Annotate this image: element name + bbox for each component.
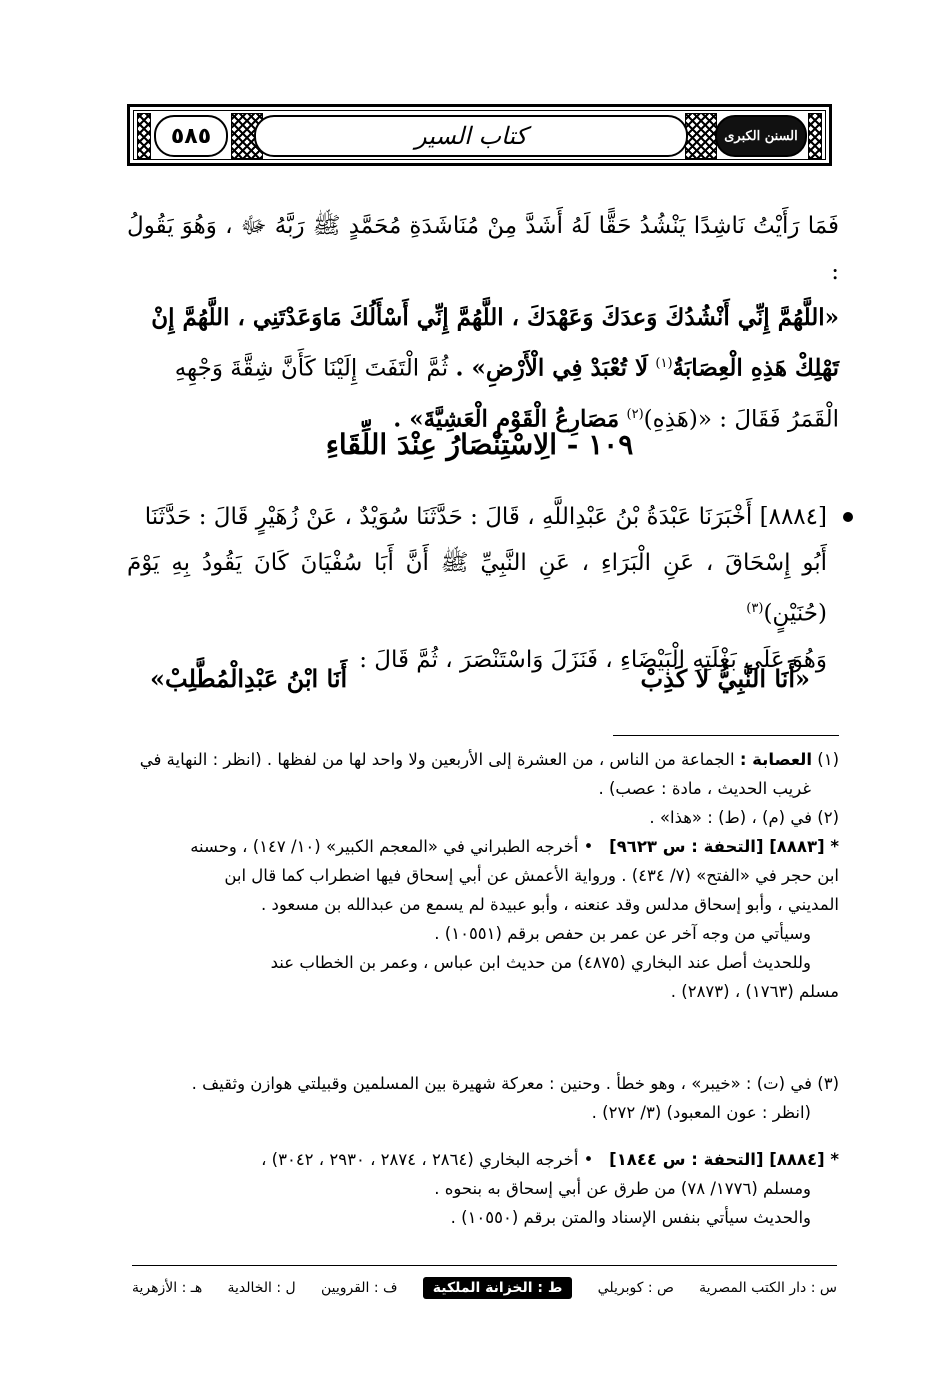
collection-logo: السنن الكبرى (715, 115, 807, 157)
footer-separator (132, 1265, 837, 1266)
takhrij-line: وسيأتي من وجه آخر عن عمر بن حفص برقم (١٠٥٥١) . (434, 924, 811, 943)
verse-hemistich-left: أَنَا ابْنُ عَبْدِالْمُطَّلِبْ» (150, 664, 348, 693)
manuscript-key (132, 1268, 837, 1308)
footnote-line: (انظر : عون المعبود) (٣/ ٢٧٢) . (591, 1103, 811, 1122)
takhrij-8883 (130, 832, 839, 1006)
quote-text: مَصَارِعُ الْقَوْمِ الْعَشِيَّةَ» . (393, 405, 620, 433)
book-title: كتاب السير (254, 115, 688, 157)
footnote-ref-2: (٢) (626, 406, 644, 422)
ornament-edge-left (137, 113, 151, 159)
main-paragraph-2 (127, 494, 827, 683)
footnote-3 (130, 1069, 839, 1127)
key-ha: هـ : الأزهرية (132, 1280, 203, 1296)
text-line: فَمَا رَأَيْتُ نَاشِدًا يَنْشُدُ حَقًّا لَهُ أَشَدَّ مِنْ مُنَاشَدَةِ مُحَمَّدٍ ﷺ رَبَّهُ ﷻ ، وَهُوَ يَقُولُ : (127, 213, 839, 285)
footnote-line: (٣) في (ت) : «خيبر» ، وهو خطأ . وحنين : معركة شهيرة بين المسلمين وقبيلتي هوازن وثقيف . (191, 1074, 839, 1093)
takhrij-line (130, 1145, 839, 1174)
takhrij-text: • أخرجه الطبراني في «المعجم الكبير» (١٠/ ١٤٧) ، وحسنه (190, 837, 594, 856)
key-fa: ف : القرويين (320, 1280, 398, 1296)
takhrij-text: • أخرجه البخاري (٢٨٦٤ ، ٢٨٧٤ ، ٢٩٣٠ ، ٣٠٤٢) ، (261, 1150, 594, 1169)
key-ta-highlight: ط : الخزانة الملكية (423, 1277, 573, 1299)
ornament-right (685, 113, 717, 159)
verse-hemistich-right: «أَنَا النَّبِيُّ لَا كَذِبْ (640, 664, 810, 693)
dua-text: تَهْلِكْ هَذِهِ الْعِصَابَةُ (672, 354, 839, 382)
footnote-2: (٢) في (م) ، (ط) : «هذا» . (649, 808, 839, 827)
key-sad: ص : كوبريلي (597, 1280, 674, 1296)
takhrij-ref: * [٨٨٨٤] [التحفة : س ١٨٤٤] (609, 1150, 839, 1169)
footnote-text: الجماعة من الناس ، من العشرة إلى الأربعين ولا واحد لها من لفظها . (انظر : النهاية في (139, 750, 735, 769)
page-header (127, 104, 832, 166)
footnote-term: العصابة : (739, 750, 812, 769)
narration-text: أَبُو إِسْحَاقَ ، عَنِ الْبَرَاءِ ، عَنِ النَّبِيِّ ﷺ أَنَّ أَبَا سُفْيَانَ كَانَ يَقُودُ بِهِ يَوْمَ (حُنَيْنٍ) (127, 550, 827, 627)
dua-text: لَا تُعْبَدْ فِي الْأَرْضِ» . (455, 354, 649, 382)
key-s: س : دار الكتب المصرية (699, 1280, 837, 1296)
takhrij-line: وللحديث أصل عند البخاري (٤٨٧٥) من حديث ابن عباس ، وعمر بن الخطاب عند (270, 953, 811, 972)
text-line: وَهُوَ عَلَى بَغْلَتِهِ الْبَيْضَاءِ ، فَنَزَلَ وَاسْتَنْصَرَ ، ثُمَّ قَالَ : (359, 646, 827, 673)
footnote-ref-3: (٣) (746, 601, 764, 616)
takhrij-line: ابن حجر في «الفتح» (٧/ ٤٣٤) . ورواية الأعمش عن أبي إسحاق فيها اضطراب كما قال ابن (224, 866, 839, 885)
takhrij-line: والحديث سيأتي بنفس الإسناد والمتن برقم (١٠٥٥٠) . (450, 1208, 811, 1227)
chapter-heading: ١٠٩ - الِاسْتِنْصَارُ عِنْدَ اللِّقَاءِ (325, 428, 634, 461)
poem-verse (150, 664, 810, 693)
dua-line: «اللَّهُمَّ إِنِّي أَنْشُدُكَ وَعدَكَ وَعَهْدَكَ ، اللَّهُمَّ إِنِّي أَسْأَلُكَ مَاوَعَدْتَنِي ، اللَّهُمَّ إِنْ (151, 304, 839, 331)
key-lam: ل : الخالدية (227, 1280, 296, 1296)
footnote-line: غريب الحديث ، مادة : عصب) . (598, 779, 811, 798)
bullet-icon (843, 512, 853, 522)
page-number: ٥٨٥ (154, 115, 228, 157)
main-paragraph-1 (127, 203, 839, 442)
narration-text: الْقَمَرُ فَقَالَ : «(هَذِهِ) (643, 406, 839, 433)
takhrij-line: ومسلم (١٧٧٦/ ٧٨) من طرق عن أبي إسحاق به بنحوه . (434, 1179, 811, 1198)
footnote-line (130, 745, 839, 774)
footnote-1 (130, 745, 839, 832)
ornament-edge-right (808, 113, 822, 159)
footnote-ref-1: (١) (655, 356, 673, 371)
footnote-number: (١) (817, 750, 839, 769)
footnote-separator (613, 735, 839, 736)
text-line (127, 341, 839, 392)
takhrij-ref: * [٨٨٨٣] [التحفة : س ٩٦٢٣] (609, 837, 839, 856)
isnad-line: [٨٨٨٤] أَخْبَرَنَا عَبْدَةُ بْنُ عَبْدِاللَّهِ ، قَالَ : حَدَّثَنَا سُوَيْدٌ ، عَنْ زُهَيْرٍ قَالَ : حَدَّثَنَا (144, 504, 827, 530)
takhrij-line: المديني ، وأبو إسحاق مدلس وقد عنعنه ، وأبو عبيدة لم يسمع من عبدالله بن مسعود . (261, 895, 839, 914)
takhrij-8884 (130, 1145, 839, 1232)
narration-text: ثُمَّ الْتَفَتَ إِلَيْنَا كَأَنَّ شِقَّةَ وَجْهِهِ (174, 355, 449, 382)
takhrij-line: مسلم (١٧٦٣) ، (٢٨٧٣) . (670, 982, 839, 1001)
takhrij-line (130, 832, 839, 861)
text-line (127, 540, 827, 637)
